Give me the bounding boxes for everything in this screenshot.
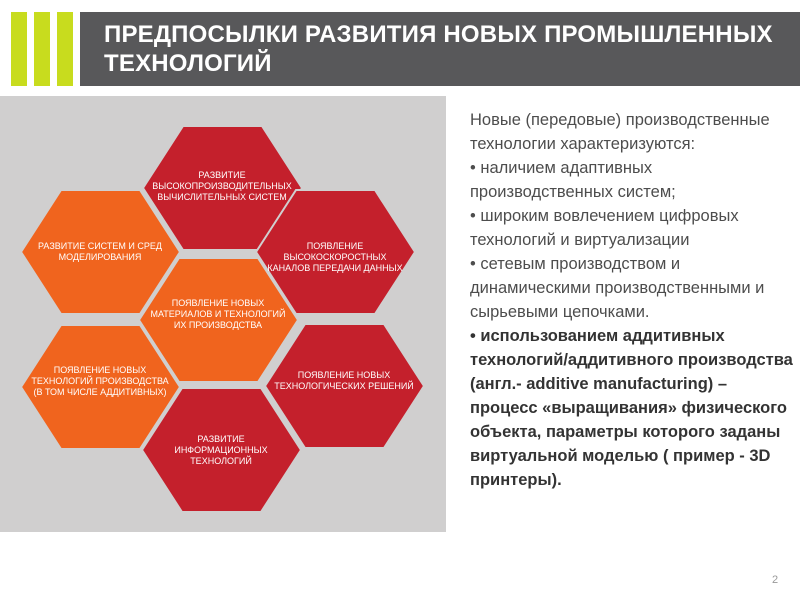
hex-label-modeling: РАЗВИТИЕ СИСТЕМ И СРЕД МОДЕЛИРОВАНИЯ: [38, 241, 162, 262]
hex-label-solutions: ПОЯВЛЕНИЕ НОВЫХ ТЕХНОЛОГИЧЕСКИХ РЕШЕНИЙ: [274, 370, 414, 391]
hex-label-channels: ПОЯВЛЕНИЕ ВЫСОКОСКОРОСТНЫХ КАНАЛОВ ПЕРЕДАЧИ ДАННЫХ: [267, 241, 403, 273]
hex-label-materials: ПОЯВЛЕНИЕ НОВЫХ МАТЕРИАЛОВ И ТЕХНОЛОГИЙ ИХ ПРОИЗВОДСТВА: [150, 298, 286, 330]
hex-label-it: РАЗВИТИЕ ИНФОРМАЦИОННЫХ ТЕХНОЛОГИЙ: [174, 434, 268, 466]
bullet-digital: • широким вовлечением цифровых технологий и виртуализации: [470, 207, 739, 249]
page-number: 2: [772, 574, 779, 586]
bullet-network: • сетевым производством и динамическими производственными и сырьевыми цепочками.: [470, 255, 765, 321]
hex-label-production: ПОЯВЛЕНИЕ НОВЫХ ТЕХНОЛОГИЙ ПРОИЗВОДСТВА (В ТОМ ЧИСЛЕ АДДИТИВНЫХ): [31, 365, 169, 397]
slide-title: ПРЕДПОСЫЛКИ РАЗВИТИЯ НОВЫХ ПРОМЫШЛЕННЫХ ТЕХНОЛОГИЙ: [104, 21, 773, 77]
bullet-adaptive: • наличием адаптивных производственных систем;: [470, 159, 676, 201]
bullet-additive: • использованием аддитивных технологий/аддитивного производства (англ.- additive manufacturing) – процесс «выращивания» физического объекта, параметры которого заданы виртуальной моделью ( пример - 3D принтеры).: [470, 327, 793, 489]
intro-paragraph: Новые (передовые) производственные технологии характеризуются:: [470, 111, 770, 153]
hex-label-hpc: РАЗВИТИЕ ВЫСОКОПРОИЗВОДИТЕЛЬНЫХ ВЫЧИСЛИТЕЛЬНЫХ СИСТЕМ: [152, 170, 292, 202]
description-text: [470, 108, 796, 492]
